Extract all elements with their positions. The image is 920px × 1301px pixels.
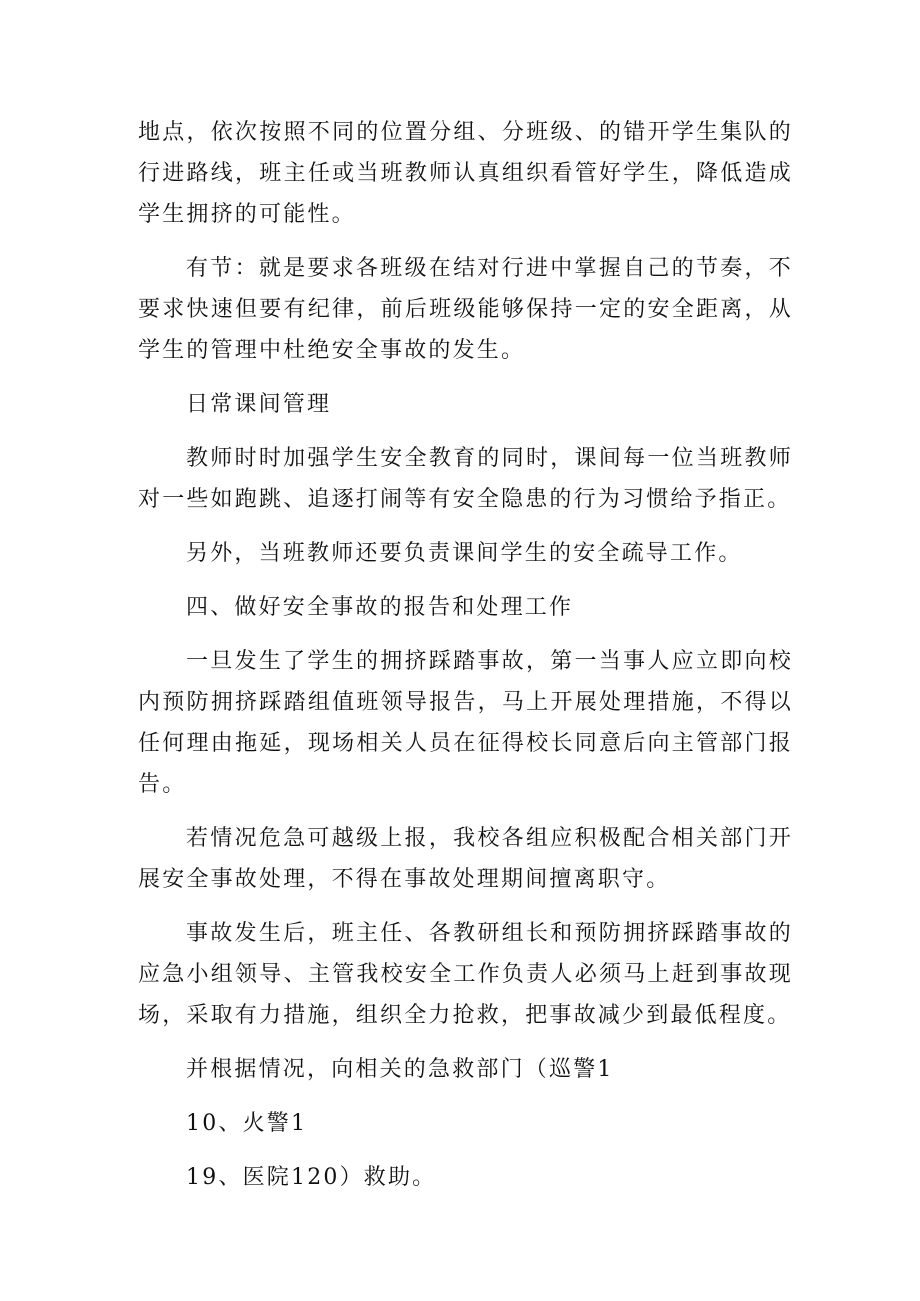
document-body — [138, 112, 793, 1211]
paragraph-fire-contact: 10、火警1 — [186, 1111, 308, 1136]
paragraph-teacher-education: 教师时时加强学生安全教育的同时，课间每一位当班教师对一些如跑跳、追逐打闹等有安全隐患的行为习惯给予指正。 — [138, 446, 793, 512]
paragraph-emergency-escalation: 若情况危急可越级上报，我校各组应积极配合相关部门开展安全事故处理，不得在事故处理期间擅离职守。 — [138, 826, 793, 892]
paragraph-safety-guidance: 另外，当班教师还要负责课间学生的安全疏导工作。 — [186, 541, 743, 566]
paragraph-rhythm: 有节：就是要求各班级在结对行进中掌握自己的节奏，不要求快速但要有纪律，前后班级能够保持一定的安全距离，从学生的管理中杜绝安全事故的发生。 — [138, 256, 793, 363]
paragraph-rescue-contact: 并根据情况，向相关的急救部门（巡警1 — [186, 1057, 614, 1082]
paragraph-incident-report: 一旦发生了学生的拥挤踩踏事故，第一当事人应立即向校内预防拥挤踩踏组值班领导报告，马上开展处理措施，不得以任何理由拖延，现场相关人员在征得校长同意后向主管部门报告。 — [138, 649, 793, 797]
heading-section-four: 四、做好安全事故的报告和处理工作 — [186, 595, 574, 620]
paragraph-hospital-contact: 19、医院120）救助。 — [186, 1165, 437, 1190]
paragraph-route-planning: 地点，依次按照不同的位置分组、分班级、的错开学生集队的行进路线，班主任或当班教师认真组织看管好学生，降低造成学生拥挤的可能性。 — [138, 120, 793, 227]
heading-daily-break-management: 日常课间管理 — [186, 392, 332, 417]
paragraph-after-incident: 事故发生后，班主任、各教研组长和预防拥挤踩踏事故的应急小组领导、主管我校安全工作负责人必须马上赶到事故现场，采取有力措施，组织全力抢救，把事故减少到最低程度。 — [138, 921, 793, 1028]
